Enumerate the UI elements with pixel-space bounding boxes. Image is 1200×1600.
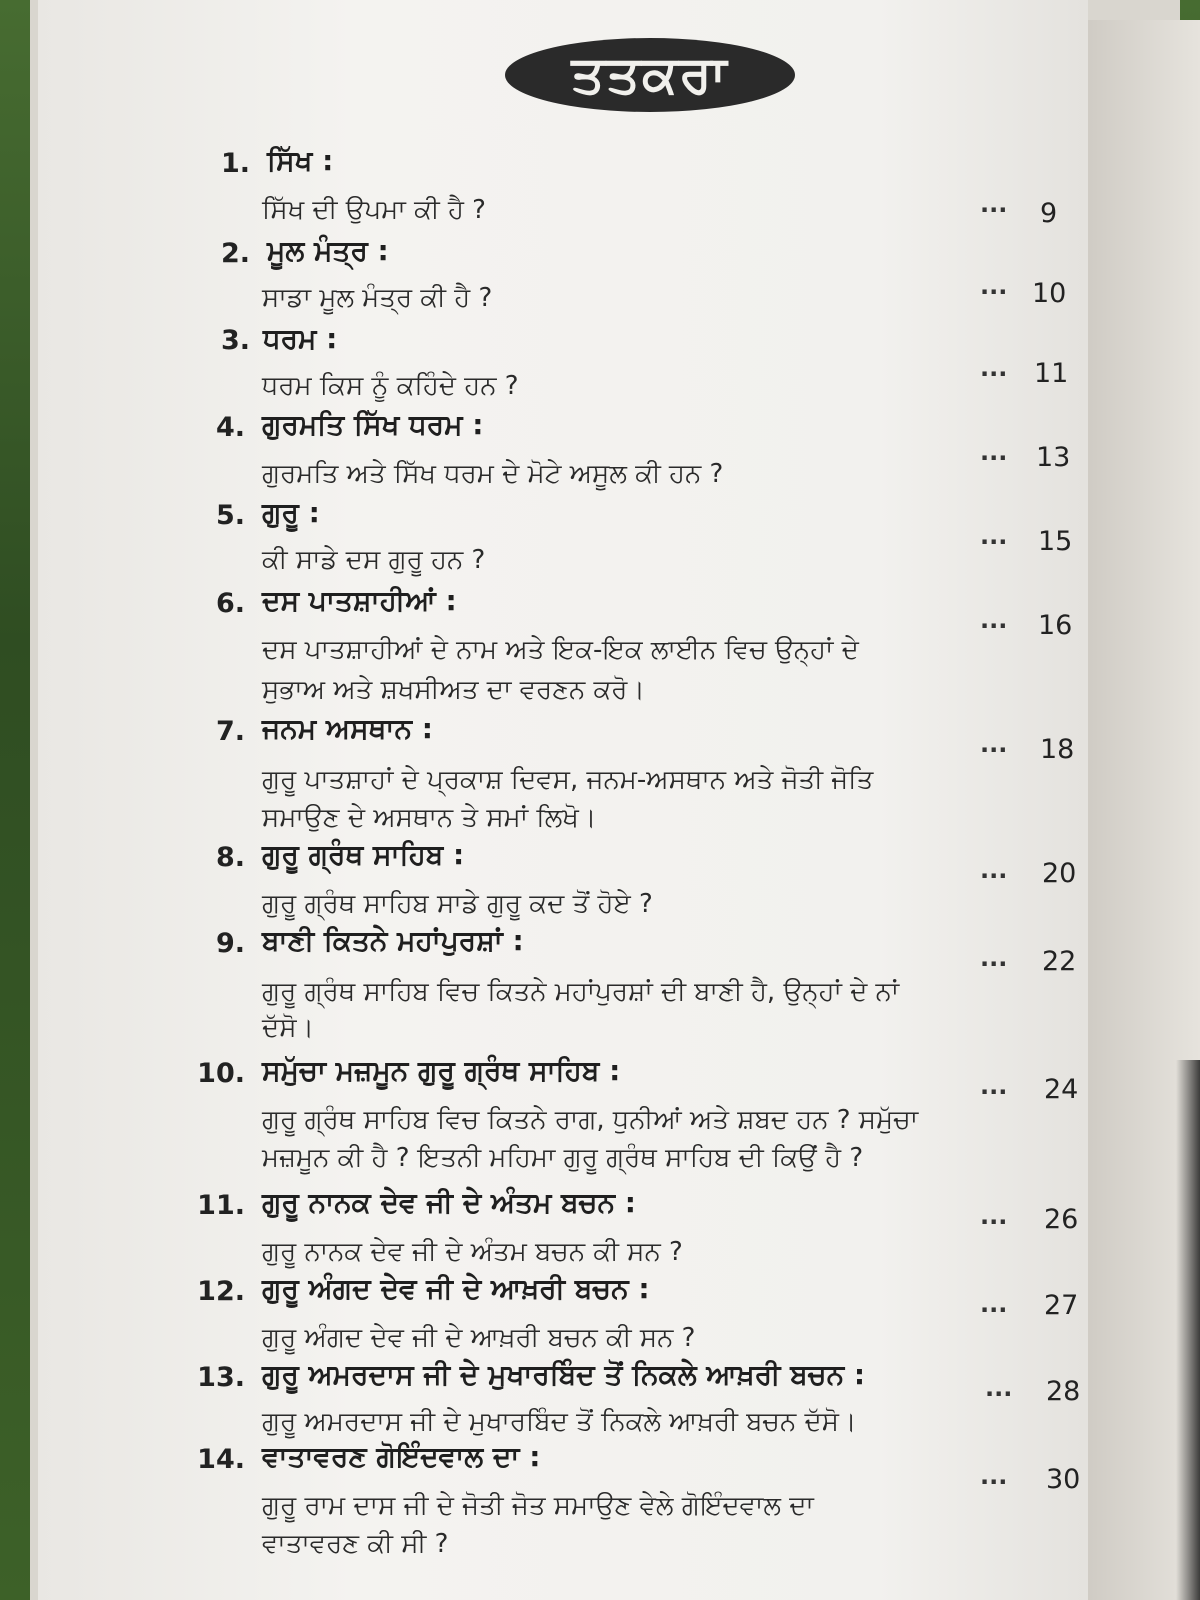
page-number: 18 — [1040, 734, 1075, 765]
page-number: 22 — [1042, 946, 1077, 977]
entry-number: 10. — [197, 1058, 245, 1089]
entry-number: 13. — [197, 1362, 245, 1393]
entry-desc-line: ਗੁਰੂ ਅੰਗਦ ਦੇਵ ਜੀ ਦੇ ਆਖ਼ਰੀ ਬਚਨ ਕੀ ਸਨ ? — [262, 1323, 696, 1353]
entry-desc-line: ਗੁਰੂ ਨਾਨਕ ਦੇਵ ਜੀ ਦੇ ਅੰਤਮ ਬਚਨ ਕੀ ਸਨ ? — [262, 1237, 683, 1267]
page-number: 13 — [1036, 442, 1071, 473]
page-number: 10 — [1032, 278, 1067, 309]
leader-dots: ... — [980, 730, 1008, 758]
entry-desc-line: ਗੁਰਮਤਿ ਅਤੇ ਸਿੱਖ ਧਰਮ ਦੇ ਮੋਟੇ ਅਸੂਲ ਕੀ ਹਨ ? — [262, 459, 724, 489]
entry-heading: ਸਿੱਖ : — [267, 144, 334, 177]
entry-desc-line: ਮਜ਼ਮੂਨ ਕੀ ਹੈ ? ਇਤਨੀ ਮਹਿਮਾ ਗੁਰੂ ਗ੍ਰੰਥ ਸਾਹਿਬ ਦੀ ਕਿਉਂ ਹੈ ? — [262, 1143, 864, 1173]
entry-heading: ਗੁਰੂ ਅੰਗਦ ਦੇਵ ਜੀ ਦੇ ਆਖ਼ਰੀ ਬਚਨ : — [262, 1272, 650, 1305]
entry-number: 7. — [215, 716, 245, 747]
entry-number: 1. — [220, 148, 250, 179]
page-number: 16 — [1038, 610, 1073, 641]
entry-desc-line: ਗੁਰੂ ਰਾਮ ਦਾਸ ਜੀ ਦੇ ਜੋਤੀ ਜੋਤ ਸਮਾਉਣ ਵੇਲੇ ਗੋਇੰਦਵਾਲ ਦਾ — [262, 1491, 814, 1521]
page-number: 27 — [1044, 1290, 1079, 1321]
leader-dots: ... — [980, 522, 1008, 550]
leader-dots: ... — [985, 1374, 1013, 1402]
contents-title: ਤਤਕਰਾ — [571, 44, 729, 105]
contents-title-badge — [505, 38, 795, 112]
entry-heading: ਦਸ ਪਾਤਸ਼ਾਹੀਆਂ : — [262, 584, 457, 617]
entry-number: 9. — [215, 928, 245, 959]
entry-number: 14. — [197, 1444, 245, 1475]
entry-number: 6. — [215, 588, 245, 619]
page-number: 9 — [1040, 198, 1058, 229]
entry-number: 5. — [215, 500, 245, 531]
entry-heading: ਮੂਲ ਮੰਤ੍ਰ : — [267, 234, 389, 267]
page-number: 11 — [1034, 358, 1069, 389]
page-number: 28 — [1046, 1376, 1081, 1407]
entry-desc-line: ਗੁਰੂ ਅਮਰਦਾਸ ਜੀ ਦੇ ਮੁਖਾਰਬਿੰਦ ਤੋਂ ਨਿਕਲੇ ਆਖ਼ਰੀ ਬਚਨ ਦੱਸੋ। — [262, 1407, 857, 1437]
entry-desc-line: ਸਮਾਉਣ ਦੇ ਅਸਥਾਨ ਤੇ ਸਮਾਂ ਲਿਖੋ। — [262, 803, 597, 833]
entry-heading: ਗੁਰੂ ਗ੍ਰੰਥ ਸਾਹਿਬ : — [262, 838, 465, 871]
entry-heading: ਗੁਰਮਤਿ ਸਿੱਖ ਧਰਮ : — [262, 408, 484, 441]
entry-number: 3. — [220, 325, 250, 356]
entry-desc-line: ਗੁਰੂ ਗ੍ਰੰਥ ਸਾਹਿਬ ਸਾਡੇ ਗੁਰੂ ਕਦ ਤੋਂ ਹੋਏ ? — [262, 889, 653, 919]
entry-desc-line: ਕੀ ਸਾਡੇ ਦਸ ਗੁਰੂ ਹਨ ? — [262, 545, 486, 575]
entry-number: 2. — [220, 238, 250, 269]
page-number: 20 — [1042, 858, 1077, 889]
entry-heading: ਗੁਰੂ ਨਾਨਕ ਦੇਵ ਜੀ ਦੇ ਅੰਤਮ ਬਚਨ : — [262, 1186, 636, 1219]
leader-dots: ... — [980, 1072, 1008, 1100]
leader-dots: ... — [980, 1462, 1008, 1490]
entry-desc-line: ਸਿੱਖ ਦੀ ਉਪਮਾ ਕੀ ਹੈ ? — [262, 195, 486, 225]
entry-heading: ਗੁਰੂ ਅਮਰਦਾਸ ਜੀ ਦੇ ਮੁਖਾਰਬਿੰਦ ਤੋਂ ਨਿਕਲੇ ਆਖ਼ਰੀ ਬਚਨ : — [262, 1358, 866, 1391]
entry-heading: ਬਾਣੀ ਕਿਤਨੇ ਮਹਾਂਪੁਰਸ਼ਾਂ : — [262, 924, 524, 957]
leader-dots: ... — [980, 606, 1008, 634]
leader-dots: ... — [980, 354, 1008, 382]
leader-dots: ... — [980, 438, 1008, 466]
page-edge-shadow — [1176, 1060, 1200, 1600]
entry-desc-line: ਸੁਭਾਅ ਅਤੇ ਸ਼ਖਸੀਅਤ ਦਾ ਵਰਣਨ ਕਰੋ। — [262, 675, 645, 705]
entry-heading: ਗੁਰੂ : — [262, 496, 320, 529]
leader-dots: ... — [980, 1290, 1008, 1318]
entry-desc-line: ਗੁਰੂ ਗ੍ਰੰਥ ਸਾਹਿਬ ਵਿਚ ਕਿਤਨੇ ਮਹਾਂਪੁਰਸ਼ਾਂ ਦੀ ਬਾਣੀ ਹੈ, ਉਨ੍ਹਾਂ ਦੇ ਨਾਂ — [262, 977, 900, 1007]
page-number: 26 — [1044, 1204, 1079, 1235]
entry-desc-line: ਗੁਰੂ ਪਾਤਸ਼ਾਹਾਂ ਦੇ ਪ੍ਰਕਾਸ਼ ਦਿਵਸ, ਜਨਮ-ਅਸਥਾਨ ਅਤੇ ਜੋਤੀ ਜੋਤਿ — [262, 765, 874, 795]
page-number: 30 — [1046, 1464, 1081, 1495]
entry-heading: ਧਰਮ : — [263, 322, 338, 355]
leader-dots: ... — [980, 944, 1008, 972]
entry-heading: ਜਨਮ ਅਸਥਾਨ : — [262, 712, 433, 745]
entry-desc-line: ਵਾਤਾਵਰਣ ਕੀ ਸੀ ? — [262, 1529, 449, 1559]
entry-desc-line: ਦਸ ਪਾਤਸ਼ਾਹੀਆਂ ਦੇ ਨਾਮ ਅਤੇ ਇਕ-ਇਕ ਲਾਈਨ ਵਿਚ ਉਨ੍ਹਾਂ ਦੇ — [262, 635, 859, 665]
entry-heading: ਵਾਤਾਵਰਣ ਗੋਇੰਦਵਾਲ ਦਾ : — [262, 1440, 541, 1473]
leader-dots: ... — [980, 856, 1008, 884]
leader-dots: ... — [980, 1202, 1008, 1230]
entry-desc-line: ਧਰਮ ਕਿਸ ਨੂੰ ਕਹਿੰਦੇ ਹਨ ? — [262, 371, 519, 401]
entry-number: 11. — [197, 1190, 245, 1221]
leader-dots: ... — [980, 272, 1008, 300]
entry-number: 4. — [215, 412, 245, 443]
entry-heading: ਸਮੁੱਚਾ ਮਜ਼ਮੂਨ ਗੁਰੂ ਗ੍ਰੰਥ ਸਾਹਿਬ : — [262, 1054, 621, 1087]
leader-dots: ... — [980, 190, 1008, 218]
entry-desc-line: ਗੁਰੂ ਗ੍ਰੰਥ ਸਾਹਿਬ ਵਿਚ ਕਿਤਨੇ ਰਾਗ, ਧੁਨੀਆਂ ਅਤੇ ਸ਼ਬਦ ਹਨ ? ਸਮੁੱਚਾ — [262, 1105, 919, 1135]
entry-number: 12. — [197, 1276, 245, 1307]
page-number: 15 — [1038, 526, 1073, 557]
entry-desc-line: ਸਾਡਾ ਮੂਲ ਮੰਤ੍ਰ ਕੀ ਹੈ ? — [262, 283, 493, 313]
page-number: 24 — [1044, 1074, 1079, 1105]
entry-desc-line: ਦੱਸੋ। — [262, 1013, 315, 1043]
entry-number: 8. — [215, 842, 245, 873]
